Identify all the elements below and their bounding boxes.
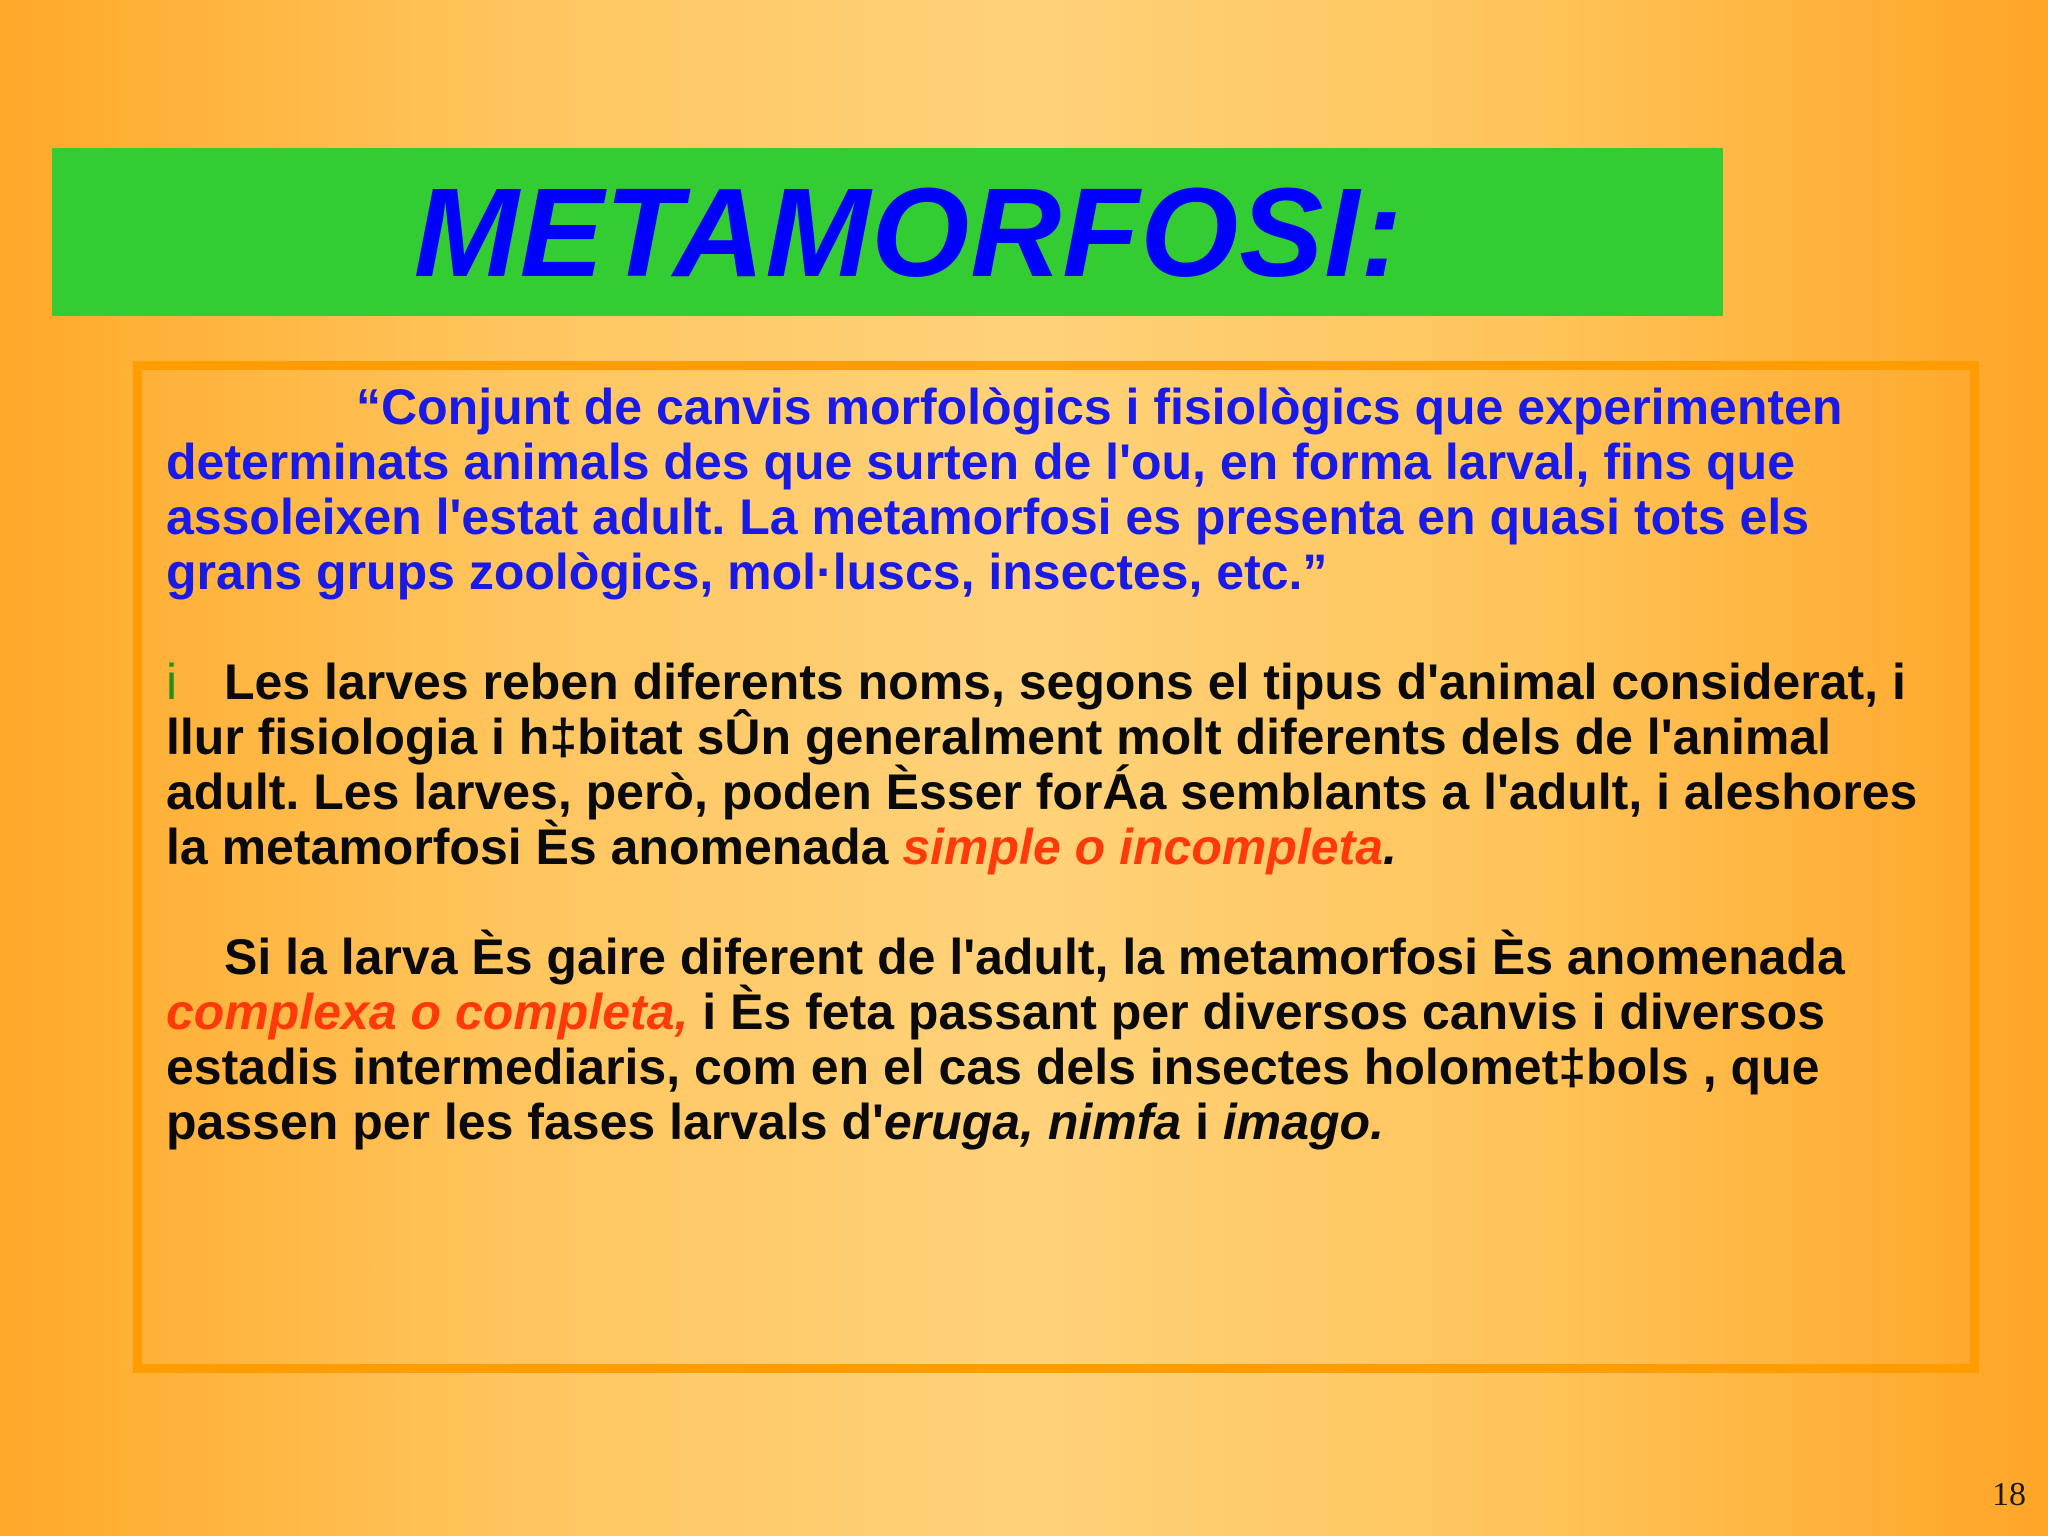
larvae-end: .: [1383, 819, 1397, 875]
simple-metamorphosis-term: simple o incompleta: [902, 819, 1384, 875]
definition-text: “Conjunt de canvis morfològics i fisiològics que experimenten determinats animals des que surten de l'ou, en forma larval, fins que assoleixen l'estat adult. La metamorfosi es presenta en quasi tots els grans grups zoològics, mol·luscs, insectes, etc.”: [166, 379, 1843, 600]
content-box: [133, 361, 1979, 1373]
paragraph-gap: [166, 600, 1946, 655]
page-number: 18: [1992, 1476, 2026, 1513]
larvae-paragraph: [166, 655, 1946, 875]
complete-text-a: Si la larva Ès gaire diferent de l'adult, la metamorfosi Ès anomenada: [224, 929, 1845, 985]
complete-metamorphosis-term: complexa o completa,: [166, 984, 689, 1040]
content-text: [166, 380, 1946, 1150]
stage-term-imago: imago.: [1222, 1094, 1384, 1150]
larvae-text: Les larves reben diferents noms, segons el tipus d'animal considerat, i llur fisiologia i h‡bitat sÛn generalment molt diferents dels de l'animal adult. Les larves, però, poden Èsser forÁa semblants a l'adult, i aleshores la metamorfosi Ès anomenada: [166, 654, 1918, 875]
paragraph-gap: [166, 875, 1946, 930]
definition-paragraph: [166, 380, 1946, 600]
complete-text-b: i Ès feta passant per diversos canvis i diversos estadis intermediaris, com en el cas dels insectes holomet‡bols , que passen per les fases larvals d': [166, 984, 1826, 1150]
stage-terms-1: eruga, nimfa: [883, 1094, 1182, 1150]
bullet-icon: i: [166, 654, 178, 710]
connector-text: i: [1181, 1094, 1223, 1150]
title-banner: [52, 148, 1723, 316]
slide-title: METAMORFOSI:: [413, 161, 1404, 303]
complete-paragraph: [166, 930, 1946, 1150]
